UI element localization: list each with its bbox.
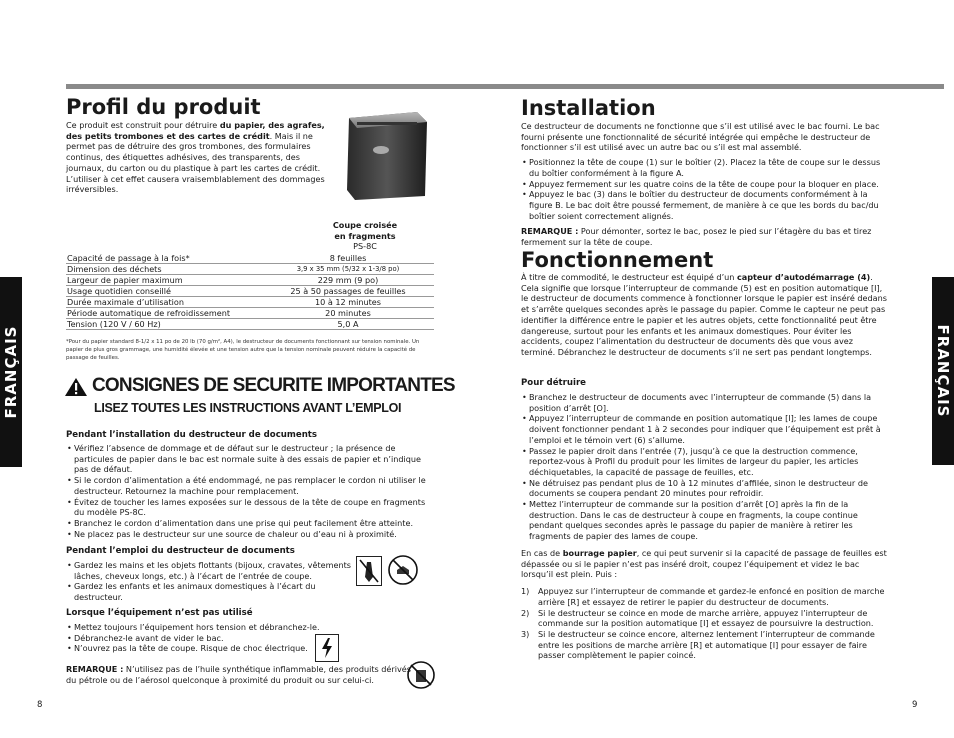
language-tab-left bbox=[0, 277, 22, 467]
product-profile-section bbox=[66, 95, 336, 195]
table-row: Largeur de papier maximum 229 mm (9 po) bbox=[66, 275, 434, 286]
paper-jam-intro: En cas de bourrage papier, ce qui peut survenir si la capacité de passage de feuilles est dépassée ou si le papier n’est pas inséré droit, coupez l’équipement et videz le bac lorsqu’il est plein. Puis : bbox=[521, 548, 887, 580]
profile-title: Profil du produit bbox=[66, 95, 261, 119]
list-item: • Évitez de toucher les lames exposées sur le dessous de la tête de coupe en fragments du modèle PS-8C. bbox=[66, 497, 434, 518]
list-item: • Ne détruisez pas pendant plus de 10 à 12 minutes d’affilée, sinon le destructeur de documents se coupera pendant 20 minutes pour refroidir. bbox=[521, 478, 887, 499]
spec-header-line1: Coupe croisée bbox=[332, 220, 398, 230]
list-item: • Positionnez la tête de coupe (1) sur le boîtier (2). Placez la tête de coupe sur le dessus du boîtier conformément à la figure A. bbox=[521, 157, 887, 178]
safety-remark bbox=[66, 664, 411, 685]
no-aerosol-icon bbox=[406, 660, 436, 690]
paper-jam-section bbox=[521, 548, 887, 661]
safety-install-section bbox=[66, 430, 434, 539]
spec-model: PS-8C bbox=[353, 241, 377, 251]
list-item: • Appuyez le bac (3) dans le boîtier du destructeur de documents conformément à la figure B. Le bac doit être poussé fermement, de manière à ce que les bords du bac/du boîtier soient correctement alignés. bbox=[521, 189, 887, 221]
list-item: • Débranchez-le avant de vider le bac. bbox=[66, 633, 336, 644]
language-tab-right bbox=[932, 277, 954, 465]
safety-unused-section bbox=[66, 608, 336, 654]
list-item: • Appuyez l’interrupteur de commande en position automatique [I]; les lames de coupe doivent fonctionner pendant 1 à 2 secondes pour indiquer que l’équipement est prêt à l’emploi et le témoin vert (6) s’allume. bbox=[521, 413, 887, 445]
language-tab-label: FRANÇAIS bbox=[934, 324, 952, 418]
safety-subtitle: LISEZ TOUTES LES INSTRUCTIONS AVANT L’EMPLOI bbox=[94, 401, 402, 415]
list-item: • Ne placez pas le destructeur sur une source de chaleur ou d’eau ni à proximité. bbox=[66, 529, 434, 540]
list-item: • Gardez les enfants et les animaux domestiques à l’écart du destructeur. bbox=[66, 581, 356, 602]
list-item: • Vérifiez l’absence de dommage et de défaut sur le destructeur ; la présence de particules de papier dans le bac est normale suite à des essais de papier et n’indique pas de défaut. bbox=[66, 443, 434, 475]
operation-section bbox=[521, 248, 887, 358]
list-item: • Passez le papier droit dans l’entrée (7), jusqu’à ce que la destruction commence, reportez-vous à Profil du produit pour les limites de largeur du papier, les articles déchiquetables, la capacité de passage de feuilles, etc. bbox=[521, 446, 887, 478]
no-tie-icon bbox=[356, 556, 382, 586]
shredder-product-image bbox=[341, 108, 431, 202]
section-heading: Pour détruire bbox=[521, 378, 587, 388]
remark-text: N’utilisez pas de l’huile synthétique inflammable, des produits dérivés du pétrole ou de l’aérosol quelconque à proximité du produit ou sur celui-ci. bbox=[66, 664, 411, 685]
top-rule bbox=[66, 84, 944, 89]
safety-title: CONSIGNES DE SECURITE IMPORTANTES bbox=[92, 375, 455, 396]
list-item: • Branchez le cordon d’alimentation dans une prise qui peut facilement être atteinte. bbox=[66, 518, 434, 529]
table-row: Capacité de passage à la fois* 8 feuilles bbox=[66, 253, 434, 264]
spec-header-line2: en fragments bbox=[334, 230, 396, 241]
operation-intro: À titre de commodité, le destructeur est équipé d’un capteur d’autodémarrage (4). Cela signifie que lorsque l’interrupteur de commande (5) est en position automatique [I], le destructeur de documents commence à fonctionner lorsque le papier est inséré dedans et s’arrête quelques secondes après le passage du papier. Comme le capteur ne peut pas identifier la différence entre le papier et les autres objets, cette fonctionnalité peut être dangereuse, surtout pour les enfants et les animaux domestiques. Pour éviter les accidents, coupez l’alimentation du destructeur de documents dès que vous avez terminé. Débranchez le destructeur de documents s’il ne sert pas pendant longtemps. bbox=[521, 272, 887, 357]
installation-intro: Ce destructeur de documents ne fonctionne que s’il est utilisé avec le bac fourni. Le bac fourni présente une fonctionnalité de sécurité intégrée qui empêche le destructeur de fonctionner s’il est utilisé avec un autre bac ou s’il est mal assemblé. bbox=[521, 121, 880, 153]
table-row: Durée maximale d’utilisation 10 à 12 minutes bbox=[66, 297, 434, 308]
installation-title: Installation bbox=[521, 96, 656, 120]
section-heading: Lorsque l’équipement n’est pas utilisé bbox=[66, 608, 253, 618]
section-heading: Pendant l’installation du destructeur de documents bbox=[66, 430, 318, 440]
safety-use-section bbox=[66, 546, 356, 603]
installation-remark: REMARQUE : Pour démonter, sortez le bac, posez le pied sur l’étagère du bas et tirez fermement sur la tête de coupe. bbox=[521, 226, 872, 248]
table-row: Usage quotidien conseillé 25 à 50 passages de feuilles bbox=[66, 286, 434, 297]
electric-shock-icon bbox=[315, 634, 339, 662]
list-item: 2) Si le destructeur se coince en mode de marche arrière, appuyez l’interrupteur de commande sur la position automatique [I] et essayez de poursuivre la destruction. bbox=[521, 607, 874, 629]
list-item: • Gardez les mains et les objets flottants (bijoux, cravates, vêtements lâches, cheveux longs, etc.) à l’écart de l’entrée de coupe. bbox=[66, 560, 356, 581]
table-row: Tension (120 V / 60 Hz) 5,0 A bbox=[66, 319, 434, 330]
page-number-right: 9 bbox=[912, 700, 918, 710]
list-item: 1) Appuyez sur l’interrupteur de commande et gardez-le enfoncé en position de marche arrière [R] et essayez de retirer le papier du destructeur de documents. bbox=[521, 586, 885, 607]
table-row: Période automatique de refroidissement 20 minutes bbox=[66, 308, 434, 319]
list-item: • Mettez l’interrupteur de commande sur la position d’arrêt [O] après la fin de la destruction. Dans le cas de destructeur à coupe en fragments, la coupe continue pendant quelques secondes après le passage du papier de manière à retirer les fragments de papier des lames de coupe. bbox=[521, 499, 887, 542]
shredding-section bbox=[521, 378, 887, 542]
spec-table-header bbox=[300, 220, 430, 252]
page-number-left: 8 bbox=[37, 700, 43, 710]
profile-intro: Ce produit est construit pour détruire du papier, des agrafes, des petits trombones et des cartes de crédit. Mais il ne permet pas de détruire des gros trombones, des formulaires continus, des étiquettes adhésives, des transparents, des journaux, du carton ou du plastique à part les cartes de crédit. L’utiliser à cet effet causera vraisemblablement des dommages irréversibles. bbox=[66, 120, 325, 195]
list-item: 3) Si le destructeur se coince encore, alternez lentement l’interrupteur de commande entre les positions de marche arrière [R] et automatique [I] pour essayer de faire passer complètement le papier coincé. bbox=[521, 628, 875, 661]
language-tab-label: FRANÇAIS bbox=[2, 325, 20, 419]
table-row: Dimension des déchets 3,9 x 35 mm (5/32 x 1-3/8 po) bbox=[66, 264, 434, 275]
list-item: • Branchez le destructeur de documents avec l’interrupteur de commande (5) dans la position d’arrêt [O]. bbox=[521, 392, 887, 413]
no-hand-icon bbox=[387, 554, 419, 586]
remark-label: REMARQUE : bbox=[66, 664, 124, 674]
installation-section bbox=[521, 96, 887, 248]
section-heading: Pendant l’emploi du destructeur de documents bbox=[66, 546, 295, 556]
list-item: • N’ouvrez pas la tête de coupe. Risque de choc électrique. bbox=[66, 643, 336, 654]
warning-triangle-icon bbox=[64, 377, 88, 401]
operation-title: Fonctionnement bbox=[521, 248, 714, 272]
spec-table bbox=[66, 253, 434, 330]
spec-footnote: *Pour du papier standard 8-1/2 x 11 po de 20 lb (70 g/m², A4), le destructeur de documents fonctionnant sur tension nominale. Un papier de plus gros grammage, une humidité élevée et une tension autre que la tension nominale peuvent réduire la capacité de passage de feuilles. bbox=[66, 339, 420, 361]
list-item: • Mettez toujours l’équipement hors tension et débranchez-le. bbox=[66, 622, 336, 633]
list-item: • Si le cordon d’alimentation a été endommagé, ne pas remplacer le cordon ni utiliser le destructeur. Retournez la machine pour remplacement. bbox=[66, 475, 434, 496]
list-item: • Appuyez fermement sur les quatre coins de la tête de coupe pour la bloquer en place. bbox=[521, 179, 887, 190]
